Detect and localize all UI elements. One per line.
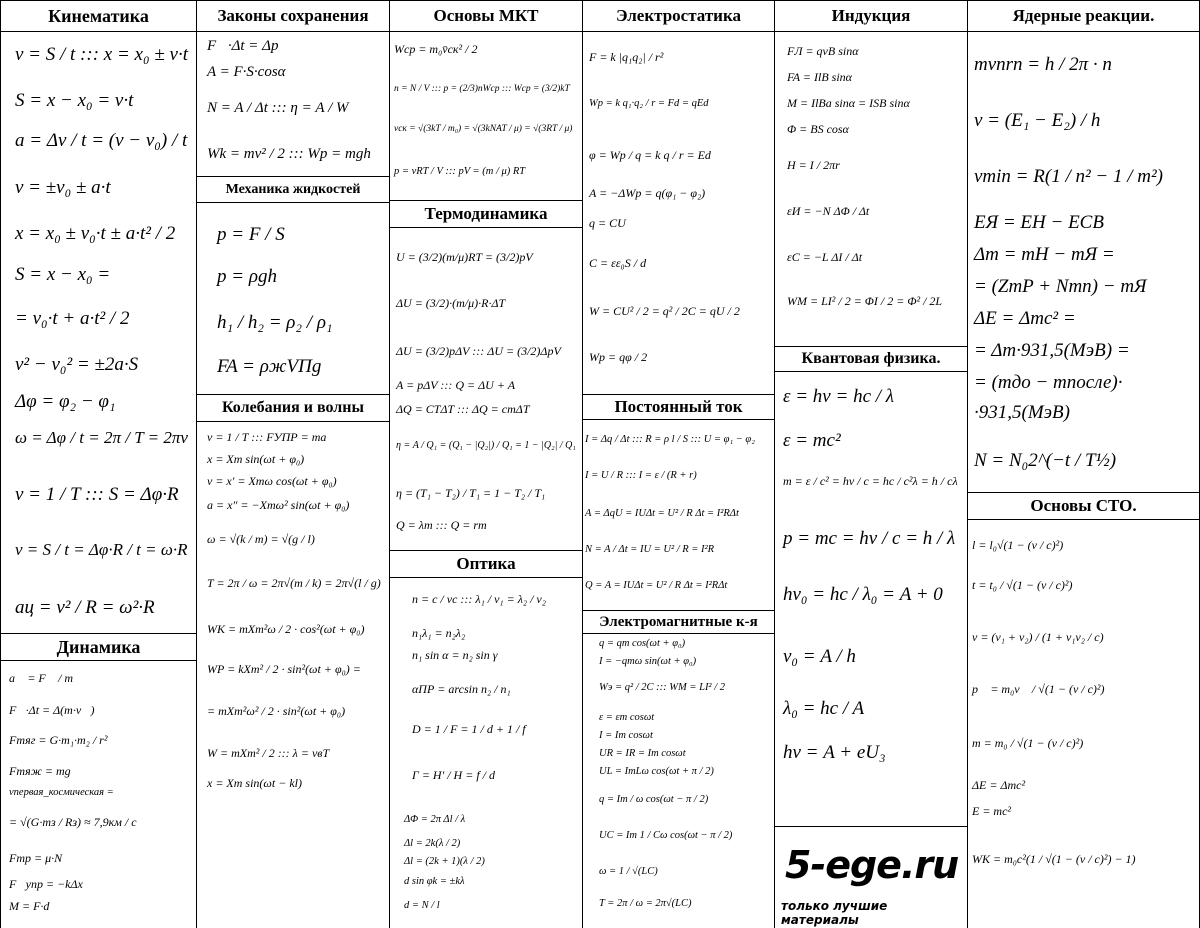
formula: I = −qmω sin(ωt + φ₀) <box>599 656 697 667</box>
section-quantum-physics <box>775 346 967 826</box>
formula: p = ρgh <box>217 266 277 287</box>
formula: aц = v² / R = ω²·R <box>15 597 155 618</box>
formula: Q = A = IUΔt = U² / R Δt = I²RΔt <box>585 580 728 591</box>
formula: a = x″ = −Xmω² sin(ωt + φ₀) <box>207 498 350 512</box>
formula: ν₀ = A / h <box>783 646 856 667</box>
formula: x = Xm sin(ωt + φ₀) <box>207 452 305 466</box>
formula: Δl = (2k + 1)(λ / 2) <box>404 856 485 867</box>
section-title: Оптика <box>390 550 582 578</box>
column-5 <box>774 0 967 928</box>
formula: ε = εm cosωt <box>599 712 655 723</box>
formula: WK = m₀c²(1 / √(1 − (v / c)²) − 1) <box>972 852 1136 866</box>
formula: ·931,5(МэВ) <box>974 402 1070 423</box>
formula: ε = hν = hc / λ <box>783 386 895 407</box>
formula: = Δm·931,5(МэВ) = <box>974 340 1130 361</box>
formula: ΔE = Δmc² <box>972 778 1026 792</box>
section-title: Постоянный ток <box>583 394 774 420</box>
formula: ΔU = (3/2)pΔV ::: ΔU = (3/2)ΔpV <box>396 344 561 358</box>
formula: ε = mc² <box>783 430 841 451</box>
section-title: Динамика <box>1 633 196 661</box>
formula: T = 2π / ω = 2π√(m / k) = 2π√(l / g) <box>207 576 381 590</box>
formula: UL = ImLω cos(ωt + π / 2) <box>599 766 714 777</box>
formula: Fтяг = G·m₁·m₂ / r² <box>9 733 108 747</box>
formula: F⃗·Δt = Δ(m·v⃗) <box>9 703 95 717</box>
formula: x = x₀ ± v₀·t ± a·t² / 2 <box>15 223 176 244</box>
formula: m = ε / c² = hν / c = hc / c²λ = h / cλ <box>783 474 958 488</box>
formula: S = x − x₀ = v·t <box>15 90 134 111</box>
section-title: Ядерные реакции. <box>968 0 1199 32</box>
formula: D = 1 / F = 1 / d + 1 / f <box>412 722 526 736</box>
formula: q = qm cos(ωt + φ₀) <box>599 638 686 649</box>
section-electrostatics <box>583 0 774 396</box>
formula: WP = kXm² / 2 · sin²(ωt + φ₀) = <box>207 662 361 676</box>
formula: I = U / R ::: I = ε / (R + r) <box>585 470 697 481</box>
section-conservation-laws <box>197 0 389 178</box>
section-title: Колебания и волны <box>197 394 389 422</box>
formula: ΔΦ = 2π Δl / λ <box>404 814 466 825</box>
formula: v = (v₁ + v₂) / (1 + v₁v₂ / c) <box>972 630 1104 644</box>
formula: vск = √(3kT / m₀) = √(3kNAT / μ) = √(3RT / μ) <box>394 124 573 134</box>
formula: εИ = −N ΔΦ / Δt <box>787 204 870 218</box>
formula: l = l₀√(1 − (v / c)²) <box>972 538 1064 552</box>
formula: H = I / 2πr <box>787 158 840 172</box>
formula: vпервая_космическая = <box>9 787 114 798</box>
formula: Q = λm ::: Q = rm <box>396 518 487 532</box>
formula: T = 2π / ω = 2π√(LC) <box>599 898 692 909</box>
formula: ν = (E₁ − E₂) / h <box>974 110 1101 131</box>
formula: m = m₀ / √(1 − (v / c)²) <box>972 736 1084 750</box>
formula: v = S / t = Δφ·R / t = ω·R <box>15 540 188 559</box>
section-fluid-mechanics <box>197 176 389 396</box>
formula: FЛ = qvB sinα <box>787 44 859 58</box>
formula: φ = Wp / q = k q / r = Ed <box>589 148 711 162</box>
formula: n = N / V ::: p = (2/3)nWср ::: Wср = (3/2)kT <box>394 84 570 94</box>
formula: Δφ = φ₂ − φ₁ <box>15 391 116 412</box>
section-title: Законы сохранения <box>197 0 389 32</box>
formula: U = (3/2)(m/μ)RT = (3/2)pV <box>396 250 533 264</box>
formula: a⃗ = F⃗ / m <box>9 671 74 685</box>
formula: νmin = R(1 / n² − 1 / m²) <box>974 166 1164 187</box>
section-direct-current <box>583 394 774 612</box>
formula: d sin φk = ±kλ <box>404 876 465 887</box>
formula: p⃗ = m₀v⃗ / √(1 − (v / c)²) <box>972 682 1105 696</box>
formula: Wср = m₀v̄ск² / 2 <box>394 42 478 56</box>
formula: Wэ = q² / 2C ::: WM = LI² / 2 <box>599 682 725 693</box>
formula: p = F / S <box>217 224 285 245</box>
formula: n₁λ₁ = n₂λ₂ <box>412 626 466 640</box>
formula: N = A / Δt ::: η = A / W <box>207 100 349 116</box>
formula: ΔE = Δmc² = <box>974 308 1076 329</box>
formula: ΔU = (3/2)·(m/μ)·R·ΔT <box>396 296 506 310</box>
section-title: Электростатика <box>583 0 774 32</box>
formula: t = t₀ / √(1 − (v / c)²) <box>972 578 1073 592</box>
formula: F⃗упр = −kΔx⃗ <box>9 877 93 891</box>
formula: ν = 1 / T ::: S = Δφ·R <box>15 484 179 505</box>
formula: v = x′ = Xmω cos(ωt + φ₀) <box>207 474 337 488</box>
formula: ν = 1 / T ::: FУПР = ma <box>207 430 327 444</box>
section-thermodynamics <box>390 200 582 552</box>
formula: η = (T₁ − T₂) / T₁ = 1 − T₂ / T₁ <box>396 486 546 500</box>
formula: I = Δq / Δt ::: R = ρ l / S ::: U = φ₁ − φ₂ <box>585 434 755 445</box>
formula: WM = LI² / 2 = ΦI / 2 = Φ² / 2L <box>787 294 943 308</box>
section-optics <box>390 550 582 928</box>
formula: a = Δv / t = (v − v₀) / t <box>15 130 188 151</box>
formula: = (mдо − mпосле)· <box>974 372 1123 393</box>
formula: F = k |q₁q₂| / r² <box>589 50 664 64</box>
site-logo: 5-ege.ru <box>785 843 959 887</box>
section-em-oscillations <box>583 610 774 928</box>
formula: x = Xm sin(ωt − kl) <box>207 776 302 790</box>
formula: M = IlBa sinα = ISB sinα <box>787 96 910 110</box>
formula: Γ = H′ / H = f / d <box>412 768 495 782</box>
section-relativity <box>968 492 1199 928</box>
formula: EЯ = EН − EСВ <box>974 212 1104 233</box>
section-nuclear-reactions <box>968 0 1199 494</box>
formula: ω = Δφ / t = 2π / T = 2πν <box>15 428 188 447</box>
formula: q = Im / ω cos(ωt − π / 2) <box>599 794 709 805</box>
formula: UC = Im 1 / Cω cos(ωt − π / 2) <box>599 830 733 841</box>
formula: αПР = arcsin n₂ / n₁ <box>412 682 511 696</box>
section-title: Индукция <box>775 0 967 32</box>
formula: Δm = mH − mЯ = <box>974 244 1115 265</box>
formula: FA = ρжVПg <box>217 356 322 377</box>
section-title: Механика жидкостей <box>197 176 389 203</box>
formula: d = N / l <box>404 900 440 911</box>
formula: N = N₀2^(−t / T½) <box>974 450 1117 471</box>
formula: n₁ sin α = n₂ sin γ <box>412 648 498 662</box>
formula: FA = IlB sinα <box>787 70 852 84</box>
formula: h₁ / h₂ = ρ₂ / ρ₁ <box>217 312 333 333</box>
column-6 <box>967 0 1200 928</box>
formula: = (ZmP + Nmn) − mЯ <box>974 276 1147 297</box>
formula: UR = IR = Im cosωt <box>599 748 686 759</box>
formula: p = νRT / V ::: pV = (m / μ) RT <box>394 166 526 177</box>
section-title: Термодинамика <box>390 200 582 228</box>
column-2 <box>196 0 389 928</box>
formula: hν₀ = hc / λ₀ = A + 0 <box>783 584 943 605</box>
section-title: Электромагнитные к-я <box>583 610 774 634</box>
formula: v = S / t ::: x = x₀ ± v·t <box>15 44 188 65</box>
formula: = √(G·mз / Rз) ≈ 7,9км / с <box>9 815 137 829</box>
formula: = v₀·t + a·t² / 2 <box>15 308 130 329</box>
logo-block <box>775 826 967 928</box>
column-4 <box>582 0 774 928</box>
formula: Fтяж = mg <box>9 764 71 778</box>
column-3 <box>389 0 582 928</box>
section-title: Кинематика <box>1 0 196 32</box>
section-induction <box>775 0 967 348</box>
formula: S = x − x₀ = <box>15 264 111 285</box>
formula: C = εε₀S / d <box>589 256 647 270</box>
formula: ω = 1 / √(LC) <box>599 866 658 877</box>
formula: v² − v₀² = ±2a·S <box>15 354 139 375</box>
formula: WK = mXm²ω / 2 · cos²(ωt + φ₀) <box>207 622 365 636</box>
formula: Wp = k q₁·q₂ / r = Fd = qEd <box>589 98 709 109</box>
section-title: Квантовая физика. <box>775 346 967 372</box>
formula: hν = A + eU₃ <box>783 742 886 763</box>
formula: λ₀ = hc / A <box>783 698 865 719</box>
formula: M = F·d <box>9 899 50 913</box>
formula: Φ = BS cosα <box>787 122 849 136</box>
formula: v = ±v₀ ± a·t <box>15 177 111 198</box>
section-title: Основы СТО. <box>968 492 1199 520</box>
formula: Wk = mv² / 2 ::: Wp = mgh <box>207 146 371 162</box>
section-dynamics <box>1 633 196 928</box>
formula: ΔQ = CTΔT ::: ΔQ = cmΔT <box>396 402 530 416</box>
formula: p = mc = hν / c = h / λ <box>783 528 956 549</box>
formula: mνnrn = h / 2π · n <box>974 54 1112 75</box>
formula: A = −ΔWp = q(φ₁ − φ₂) <box>589 186 706 200</box>
formula: η = A / Q₁ = (Q₁ − |Q₂|) / Q₁ = 1 − |Q₂| / Q₁ <box>396 440 576 451</box>
formula: Δl = 2k(λ / 2) <box>404 838 461 849</box>
site-tagline: только лучшие материалы <box>781 899 888 927</box>
formula: q = CU <box>589 216 626 230</box>
formula: εC = −L ΔI / Δt <box>787 250 863 264</box>
formula: F⃗·Δt = Δp⃗ <box>207 38 291 54</box>
formula: W = CU² / 2 = q² / 2C = qU / 2 <box>589 304 740 318</box>
section-kinematics <box>1 0 196 636</box>
formula: Wp = qφ / 2 <box>589 350 648 364</box>
section-mkt <box>390 0 582 202</box>
formula: ω = √(k / m) = √(g / l) <box>207 532 315 546</box>
formula: I = Im cosωt <box>599 730 653 741</box>
formula: A = F·S·cosα <box>207 64 286 80</box>
formula: N = A / Δt = IU = U² / R = I²R <box>585 544 715 555</box>
formula: n = c / vc ::: λ₁ / v₁ = λ₂ / v₂ <box>412 592 546 606</box>
section-title: Основы МКТ <box>390 0 582 32</box>
column-1 <box>0 0 196 928</box>
formula: = mXm²ω² / 2 · sin²(ωt + φ₀) <box>207 704 346 718</box>
formula: A = ΔqU = IUΔt = U² / R Δt = I²RΔt <box>585 508 739 519</box>
formula: Fтр = μ·N <box>9 851 63 865</box>
formula: A = pΔV ::: Q = ΔU + A <box>396 378 516 392</box>
formula: W = mXm² / 2 ::: λ = νвT <box>207 746 330 760</box>
formula: E = mc² <box>972 804 1012 818</box>
section-oscillations-waves <box>197 394 389 928</box>
